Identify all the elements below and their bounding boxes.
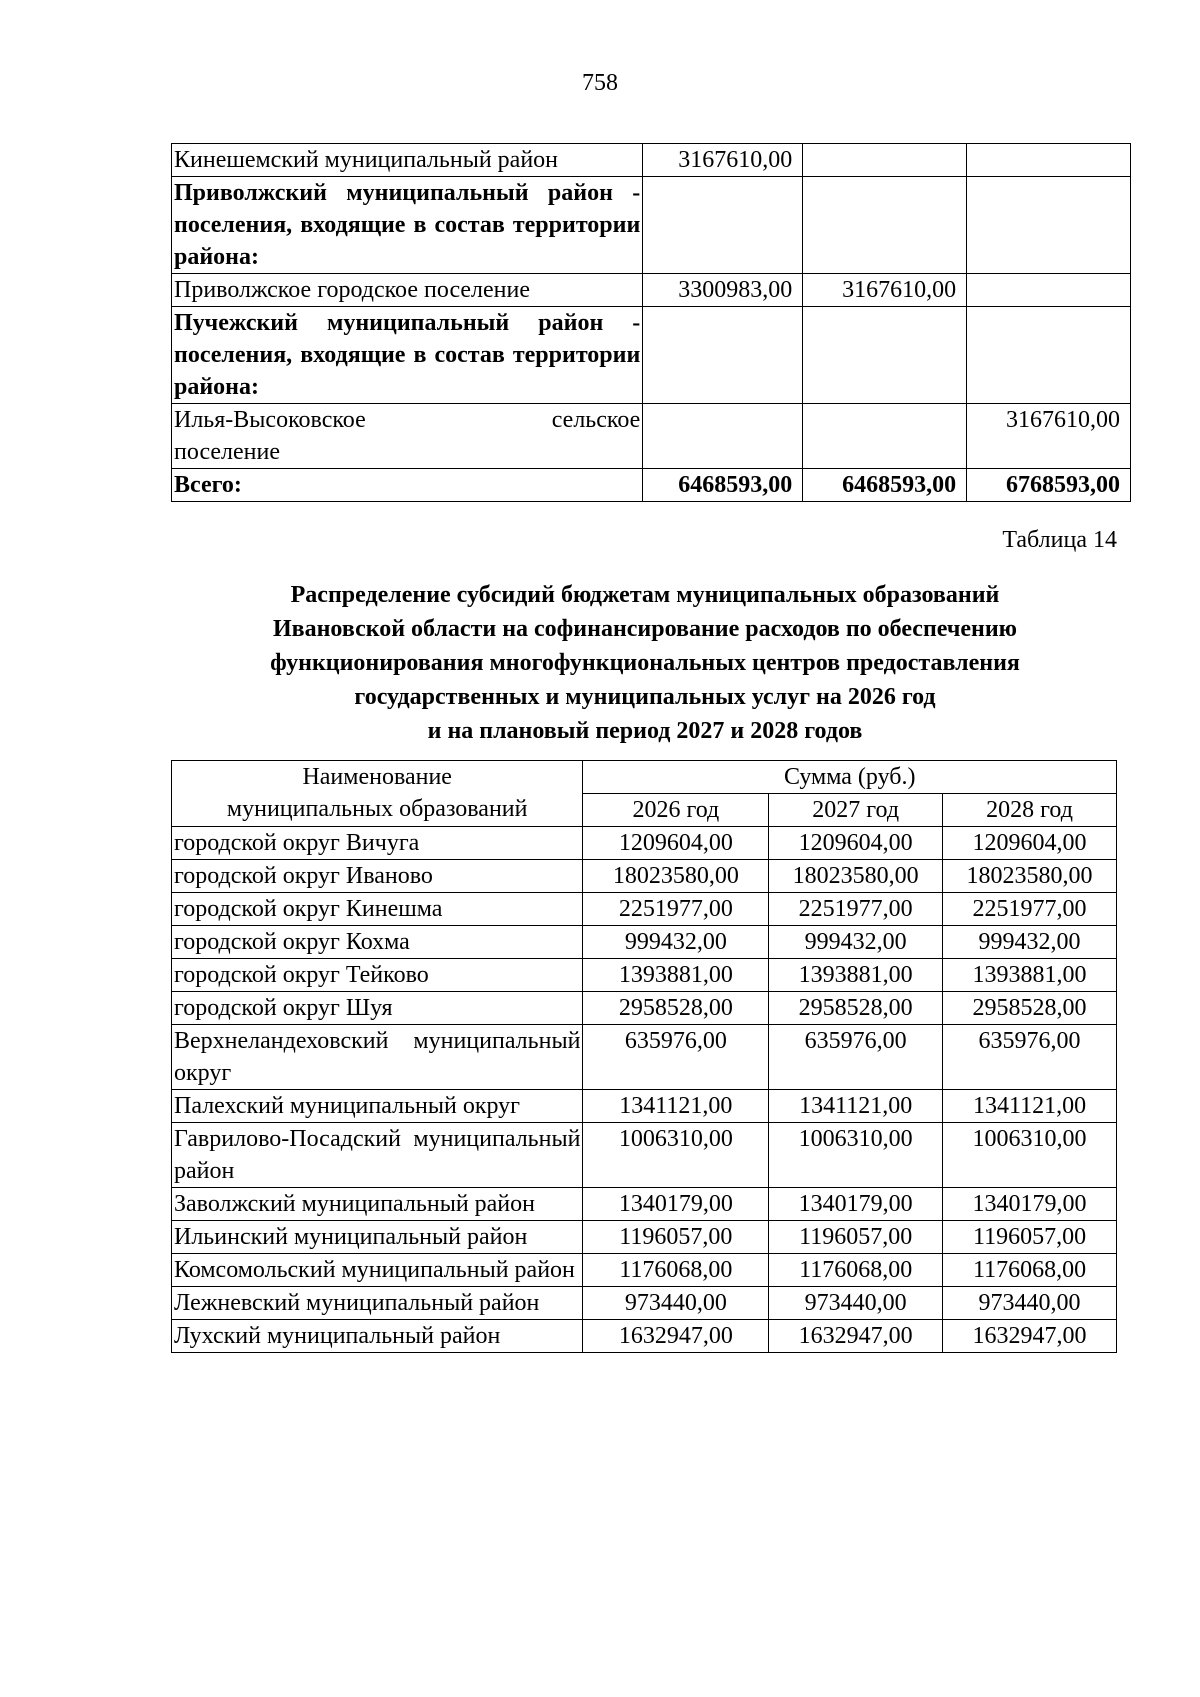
- row-value-2028: 973440,00: [943, 1287, 1117, 1320]
- table-row: [172, 893, 1117, 926]
- row-value-2026: 1006310,00: [583, 1123, 769, 1188]
- title-line: и на плановый период 2027 и 2028 годов: [427, 718, 863, 744]
- row-name: Приволжское городское поселение: [172, 274, 643, 307]
- row-value-2026: [643, 307, 803, 404]
- title-line: Ивановской области на софинансирование расходов по обеспечению: [272, 616, 1018, 642]
- row-value-2028: [967, 177, 1131, 274]
- row-value-2027: 2251977,00: [769, 893, 943, 926]
- table-row: [172, 307, 1131, 404]
- row-value-2028: 1196057,00: [943, 1221, 1117, 1254]
- table-row: [172, 1221, 1117, 1254]
- table-row: [172, 1287, 1117, 1320]
- row-value-2027: [803, 144, 967, 177]
- row-value-2026: 1341121,00: [583, 1090, 769, 1123]
- row-name-part: поселение: [174, 439, 281, 465]
- table-row: [172, 1320, 1117, 1353]
- total-label: Всего:: [172, 469, 643, 502]
- row-name-part: сельское: [551, 407, 641, 433]
- row-value-2028: [967, 307, 1131, 404]
- row-value-2028: 3167610,00: [967, 404, 1131, 469]
- row-value-2028: 1209604,00: [943, 827, 1117, 860]
- row-value-2027: 1006310,00: [769, 1123, 943, 1188]
- row-name: городской округ Кохма: [172, 926, 583, 959]
- title-line: функционирования многофункциональных центров предоставления: [270, 650, 1020, 676]
- row-value-2027: 1176068,00: [769, 1254, 943, 1287]
- row-value-2027: 1393881,00: [769, 959, 943, 992]
- row-value-2028: [967, 144, 1131, 177]
- row-value-2026: [643, 177, 803, 274]
- row-value-2027: 1632947,00: [769, 1320, 943, 1353]
- header-name: [172, 761, 583, 827]
- row-value-2028: 1632947,00: [943, 1320, 1117, 1353]
- row-name: городской округ Иваново: [172, 860, 583, 893]
- total-value-2028: 6768593,00: [967, 469, 1131, 502]
- subsidy-table: [171, 760, 1117, 1353]
- continued-table: [171, 143, 1131, 502]
- row-value-2027: 1340179,00: [769, 1188, 943, 1221]
- row-name: городской округ Вичуга: [172, 827, 583, 860]
- table-row: [172, 404, 1131, 469]
- row-value-2026: 635976,00: [583, 1025, 769, 1090]
- row-value-2026: 18023580,00: [583, 860, 769, 893]
- row-name: Приволжский муниципальный район - поселения, входящие в состав территории района:: [172, 177, 643, 274]
- row-name: Ильинский муниципальный район: [172, 1221, 583, 1254]
- total-value-2026: 6468593,00: [643, 469, 803, 502]
- header-year-2026: 2026 год: [583, 794, 769, 827]
- row-value-2028: 2958528,00: [943, 992, 1117, 1025]
- row-value-2027: 2958528,00: [769, 992, 943, 1025]
- row-name: [172, 404, 643, 469]
- row-value-2026: 1196057,00: [583, 1221, 769, 1254]
- row-value-2028: 1393881,00: [943, 959, 1117, 992]
- row-value-2028: 1341121,00: [943, 1090, 1117, 1123]
- row-name: Лежневский муниципальный район: [172, 1287, 583, 1320]
- row-value-2027: 999432,00: [769, 926, 943, 959]
- row-name: городской округ Тейково: [172, 959, 583, 992]
- row-name: Гаврилово-Посадский муниципальный район: [172, 1123, 583, 1188]
- row-value-2027: 3167610,00: [803, 274, 967, 307]
- table-row: [172, 1090, 1117, 1123]
- row-name: Лухский муниципальный район: [172, 1320, 583, 1353]
- row-value-2027: [803, 404, 967, 469]
- row-name: Пучежский муниципальный район - поселения, входящие в состав территории района:: [172, 307, 643, 404]
- row-value-2026: 1632947,00: [583, 1320, 769, 1353]
- row-value-2026: 973440,00: [583, 1287, 769, 1320]
- table-row: [172, 926, 1117, 959]
- row-value-2027: [803, 307, 967, 404]
- total-row: [172, 469, 1131, 502]
- table-row: [172, 144, 1131, 177]
- row-value-2028: 2251977,00: [943, 893, 1117, 926]
- row-value-2028: 1176068,00: [943, 1254, 1117, 1287]
- header-sum: Сумма (руб.): [583, 761, 1117, 794]
- row-name: городской округ Кинешма: [172, 893, 583, 926]
- row-name: Кинешемский муниципальный район: [172, 144, 643, 177]
- table-caption: Таблица 14: [1002, 527, 1117, 553]
- page-number: 758: [582, 70, 618, 96]
- row-value-2028: 999432,00: [943, 926, 1117, 959]
- row-name-wrap: [174, 404, 640, 436]
- row-value-2027: 18023580,00: [769, 860, 943, 893]
- row-value-2028: 1006310,00: [943, 1123, 1117, 1188]
- row-value-2027: 973440,00: [769, 1287, 943, 1320]
- table-row: [172, 274, 1131, 307]
- table-title: [130, 578, 1160, 748]
- row-value-2028: 635976,00: [943, 1025, 1117, 1090]
- row-name-part: Илья-Высоковское: [174, 407, 366, 433]
- row-value-2027: 1209604,00: [769, 827, 943, 860]
- row-value-2027: 1341121,00: [769, 1090, 943, 1123]
- table-header-row: [172, 761, 1117, 794]
- table-row: [172, 1254, 1117, 1287]
- row-value-2026: 999432,00: [583, 926, 769, 959]
- table-row: [172, 959, 1117, 992]
- row-name: Комсомольский муниципальный район: [172, 1254, 583, 1287]
- row-name: Верхнеландеховский муниципальный округ: [172, 1025, 583, 1090]
- total-value-2027: 6468593,00: [803, 469, 967, 502]
- header-name-line1: Наименование: [302, 764, 452, 790]
- row-value-2026: 1209604,00: [583, 827, 769, 860]
- row-value-2027: 635976,00: [769, 1025, 943, 1090]
- row-value-2026: 1340179,00: [583, 1188, 769, 1221]
- table-row: [172, 860, 1117, 893]
- row-name: Палехский муниципальный округ: [172, 1090, 583, 1123]
- row-value-2028: 18023580,00: [943, 860, 1117, 893]
- row-value-2028: [967, 274, 1131, 307]
- table-row: [172, 1025, 1117, 1090]
- row-value-2026: 2251977,00: [583, 893, 769, 926]
- row-value-2026: 1176068,00: [583, 1254, 769, 1287]
- title-line: государственных и муниципальных услуг на 2026 год: [354, 684, 936, 710]
- header-year-2028: 2028 год: [943, 794, 1117, 827]
- row-value-2026: 3167610,00: [643, 144, 803, 177]
- row-value-2026: 1393881,00: [583, 959, 769, 992]
- row-name: городской округ Шуя: [172, 992, 583, 1025]
- row-name: Заволжский муниципальный район: [172, 1188, 583, 1221]
- header-name-line2: муниципальных образований: [226, 796, 528, 822]
- row-value-2027: [803, 177, 967, 274]
- table-row: [172, 992, 1117, 1025]
- row-value-2027: 1196057,00: [769, 1221, 943, 1254]
- row-value-2028: 1340179,00: [943, 1188, 1117, 1221]
- row-value-2026: [643, 404, 803, 469]
- row-value-2026: 3300983,00: [643, 274, 803, 307]
- table-row: [172, 1123, 1117, 1188]
- table-row: [172, 827, 1117, 860]
- title-line: Распределение субсидий бюджетам муниципальных образований: [290, 582, 1000, 608]
- table-row: [172, 1188, 1117, 1221]
- header-year-2027: 2027 год: [769, 794, 943, 827]
- table-row: [172, 177, 1131, 274]
- row-value-2026: 2958528,00: [583, 992, 769, 1025]
